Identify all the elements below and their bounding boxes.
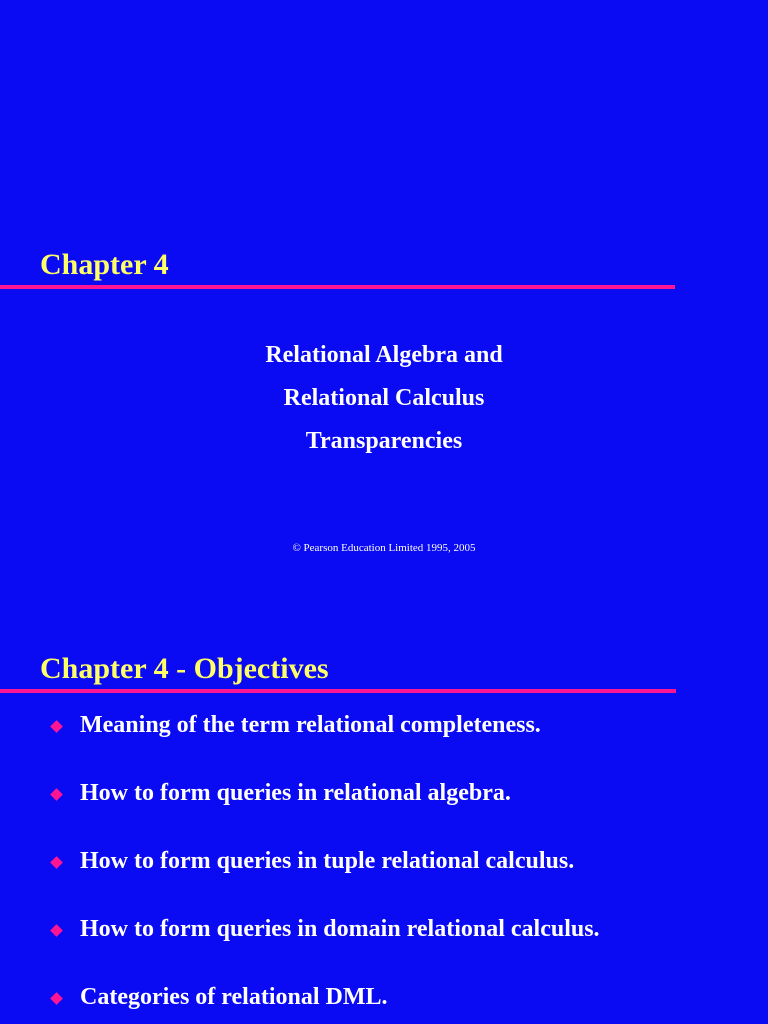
chapter-title: Chapter 4 bbox=[40, 248, 169, 281]
objectives-slide bbox=[0, 620, 768, 1024]
list-item-text: How to form queries in tuple relational calculus. bbox=[80, 848, 575, 874]
list-item bbox=[0, 848, 768, 884]
objectives-title: Chapter 4 - Objectives bbox=[40, 652, 329, 685]
diamond-bullet-icon bbox=[50, 992, 63, 1005]
copyright-notice: © Pearson Education Limited 1995, 2005 bbox=[292, 542, 476, 554]
diamond-bullet-icon bbox=[50, 856, 63, 869]
diamond-bullet-icon bbox=[50, 788, 63, 801]
list-item bbox=[0, 780, 768, 816]
list-item-text: How to form queries in relational algebra. bbox=[80, 780, 511, 806]
list-item-text: Meaning of the term relational completeness. bbox=[80, 712, 541, 738]
title-divider bbox=[0, 285, 675, 289]
list-item-text: Categories of relational DML. bbox=[80, 984, 388, 1010]
subtitle-line: Transparencies bbox=[305, 428, 463, 454]
subtitle-line: Relational Calculus bbox=[283, 385, 485, 411]
diamond-bullet-icon bbox=[50, 924, 63, 937]
list-item bbox=[0, 916, 768, 952]
diamond-bullet-icon bbox=[50, 720, 63, 733]
list-item-text: How to form queries in domain relational calculus. bbox=[80, 916, 600, 942]
list-item bbox=[0, 712, 768, 748]
subtitle-line: Relational Algebra and bbox=[265, 342, 503, 368]
subtitle bbox=[0, 334, 768, 463]
objectives-divider bbox=[0, 689, 676, 693]
list-item bbox=[0, 984, 768, 1020]
